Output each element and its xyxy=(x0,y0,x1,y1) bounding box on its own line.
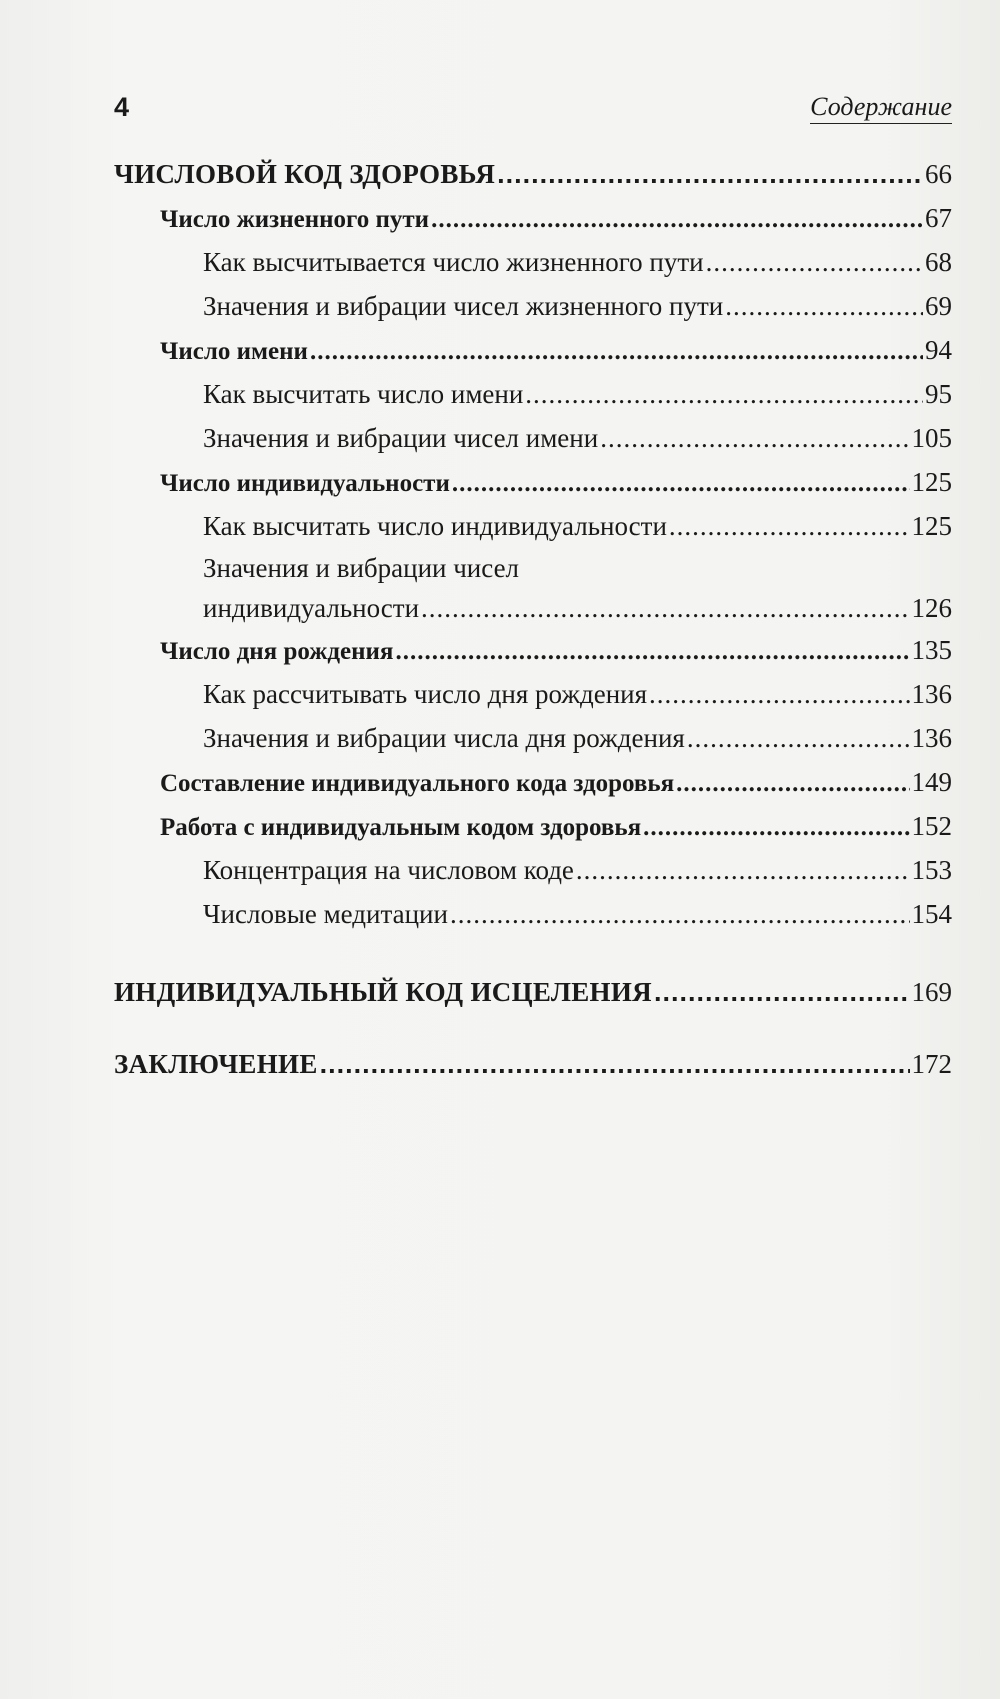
toc-subsection xyxy=(114,284,952,328)
toc-subsection xyxy=(114,892,952,936)
toc-chapter-individual-healing-code xyxy=(114,970,952,1014)
toc-entry-label: ИНДИВИДУАЛЬНЫЙ КОД ИСЦЕЛЕНИЯ xyxy=(114,977,652,1007)
toc-subsection xyxy=(114,504,952,548)
toc-entry-label: Число индивидуальности xyxy=(160,470,450,497)
dot-leader xyxy=(600,416,909,460)
dot-leader xyxy=(431,198,923,242)
dot-leader xyxy=(649,672,909,716)
dot-leader xyxy=(450,892,910,936)
toc-entry-label: Как высчитывается число жизненного пути xyxy=(203,247,704,277)
toc-entry-page: 95 xyxy=(925,379,952,409)
dot-leader xyxy=(706,240,923,284)
dot-leader xyxy=(525,372,923,416)
toc-entry-page: 67 xyxy=(925,203,952,233)
toc-entry-page: 136 xyxy=(911,723,952,753)
toc-entry-label: Концентрация на числовом коде xyxy=(203,855,574,885)
spacer xyxy=(114,1014,952,1042)
dot-leader xyxy=(320,1042,910,1086)
toc-entry-page: 136 xyxy=(911,679,952,709)
toc-entry-page: 125 xyxy=(911,467,952,497)
toc-entry-page: 126 xyxy=(911,593,952,623)
toc-entry-page: 69 xyxy=(925,291,952,321)
toc-entry-page: 153 xyxy=(911,855,952,885)
toc-entry-page: 66 xyxy=(925,159,952,189)
toc-entry-page: 172 xyxy=(911,1049,952,1079)
running-head xyxy=(114,92,952,132)
toc-entry-page: 152 xyxy=(911,811,952,841)
toc-entry-label: Значения и вибрации числа дня рождения xyxy=(203,723,685,753)
spacer xyxy=(114,936,952,970)
dot-leader xyxy=(576,848,910,892)
dot-leader xyxy=(669,504,910,548)
dot-leader xyxy=(676,762,909,806)
toc-entry-label-line2: индивидуальности xyxy=(203,593,420,623)
dot-leader xyxy=(725,284,923,328)
toc-chapter-numeric-health-code xyxy=(114,152,952,196)
toc-entry-label: Работа с индивидуальным кодом здоровья xyxy=(160,814,642,841)
toc-entry-label: Числовые медитации xyxy=(203,899,448,929)
toc-section-life-path-number xyxy=(114,196,952,240)
dot-leader xyxy=(395,630,909,674)
toc-entry-page: 135 xyxy=(911,635,952,665)
dot-leader xyxy=(310,330,923,374)
toc-subsection xyxy=(114,672,952,716)
toc-entry-label: Как рассчитывать число дня рождения xyxy=(203,679,648,709)
toc-section-individuality-number xyxy=(114,460,952,504)
toc-entry-label: Число имени xyxy=(160,338,308,365)
toc-entry-label: Число дня рождения xyxy=(160,638,394,665)
toc-entry-page: 149 xyxy=(911,767,952,797)
toc-entry-label: Составление индивидуального кода здоровья xyxy=(160,770,675,797)
toc-subsection xyxy=(114,716,952,760)
toc-entry-page: 94 xyxy=(925,335,952,365)
toc-chapter-conclusion xyxy=(114,1042,952,1086)
page-number: 4 xyxy=(114,92,130,122)
dot-leader xyxy=(643,806,909,850)
running-head-title: Содержание xyxy=(810,92,952,124)
toc-entry-page: 125 xyxy=(911,511,952,541)
dot-leader xyxy=(497,152,923,196)
toc-entry-page: 169 xyxy=(911,977,952,1007)
toc-entry-page: 105 xyxy=(911,423,952,453)
dot-leader xyxy=(654,970,910,1014)
toc-subsection-multiline xyxy=(114,548,952,628)
table-of-contents xyxy=(114,152,952,1086)
toc-entry-label: Значения и вибрации чисел жизненного пути xyxy=(203,291,724,321)
toc-section-working-with-health-code xyxy=(114,804,952,848)
toc-subsection xyxy=(114,372,952,416)
toc-section-name-number xyxy=(114,328,952,372)
toc-entry-label-line1: Значения и вибрации чисел xyxy=(203,553,520,583)
dot-leader xyxy=(452,462,910,506)
toc-entry-label: Как высчитать число индивидуальности xyxy=(203,511,667,541)
toc-entry-label: ЧИСЛОВОЙ КОД ЗДОРОВЬЯ xyxy=(114,159,496,189)
toc-section-compiling-health-code xyxy=(114,760,952,804)
toc-entry-label: ЗАКЛЮЧЕНИЕ xyxy=(114,1049,318,1079)
dot-leader xyxy=(421,588,909,628)
toc-section-birthday-number xyxy=(114,628,952,672)
toc-entry-label: Значения и вибрации чисел имени xyxy=(203,423,599,453)
toc-subsection xyxy=(114,416,952,460)
toc-entry-label: Число жизненного пути xyxy=(160,206,430,233)
dot-leader xyxy=(687,716,910,760)
toc-subsection xyxy=(114,848,952,892)
toc-subsection xyxy=(114,240,952,284)
toc-entry-page: 154 xyxy=(911,899,952,929)
toc-entry-page: 68 xyxy=(925,247,952,277)
toc-entry-label: Как высчитать число имени xyxy=(203,379,524,409)
toc-entry-line2 xyxy=(203,588,952,628)
